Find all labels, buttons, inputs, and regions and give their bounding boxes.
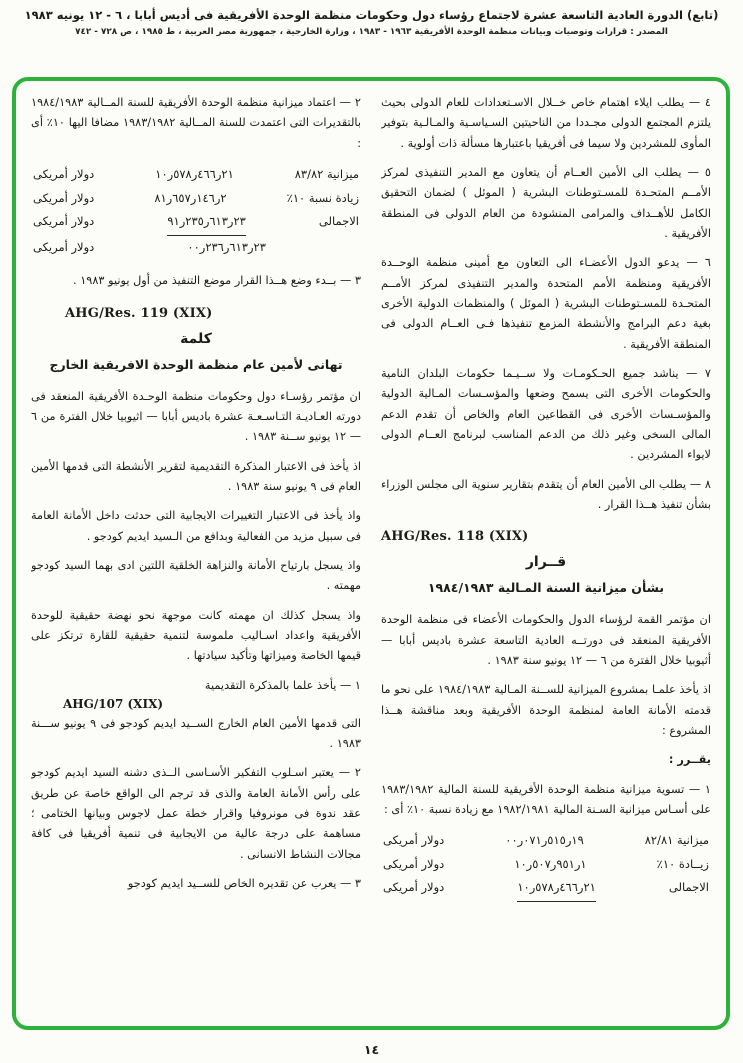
header-title: (تابع) الدورة العادية التاسعة عشرة لاجتماع رؤساء دول وحكومات منظمة الوحدة الأفريقية فى أديس أبابا ، ٦ - ١٢ يونيه ١٩٨٣ bbox=[24, 8, 719, 22]
budget-label: الاجمالى bbox=[668, 880, 709, 895]
resolution-118-item-3: ٣ — بــدء وضع هــذا القرار موضع التنفيذ من أول يونيو ١٩٨٣ . bbox=[73, 274, 361, 288]
resolution-118-decides-label: يقــرر : bbox=[668, 753, 711, 767]
green-border-frame bbox=[12, 77, 730, 1030]
page-number: ١٤ bbox=[363, 1042, 380, 1057]
memo-document-code: AHG/107 (XIX) bbox=[63, 696, 164, 711]
budget-label: زيــادة ١٠٪ bbox=[656, 856, 709, 871]
resolution-119-item-3: ٣ — يعرب عن تقديره الخاص للســيد ايديم كودجو bbox=[127, 877, 361, 891]
budget-label: زيادة نسبة ١٠٪ bbox=[286, 190, 359, 205]
budget-amount: ٢٣ر٦١٣ر٢٣٦ر٠٠ bbox=[187, 239, 266, 254]
resolution-118-code: AHG/Res. 118 (XIX) bbox=[381, 529, 529, 545]
budget-currency: دولار أمريكى bbox=[383, 856, 445, 871]
budget-label: ميزانية ٨٢/٨١ bbox=[644, 833, 709, 848]
budget-row-increase bbox=[383, 853, 709, 877]
resolution-118-item-1: ١ — تسوية ميزانية منظمة الوحدة الأفريقية للسنة المالية ١٩٨٣/١٩٨٢ على أسـاس ميزانية السـنة المالية ١٩٨٢/١٩٨١ مع زيادة نسبة ١٠٪ أى : bbox=[381, 782, 711, 816]
resolution-118-taking-note: اذ يأخذ علمـا بمشروع الميزانية للســنة المـالية ١٩٨٤/١٩٨٣ على نحو ما قدمته الأمانة العامة لمنظمة الوحدة الأفريقية وبعد مناقشة هــذا المشروع : bbox=[381, 683, 711, 737]
budget-amount: ٢١ر٤٦٦ر٥٧٨ر١٠ bbox=[155, 166, 234, 181]
budget-amount: ٢١ر٤٦٦ر٥٧٨ر١٠ bbox=[517, 876, 595, 902]
para-item-7: ٧ — يناشد جميع الحـكومـات ولا ســيـما حكومات البلدان النامية والحكومات الأخرى التى يسمح وضعها والمؤسـسات المـالية الدولية والمؤسـسات الأخرى فى القطاعين العام والخاص أن تقدم الدعم المالى السخى وغير ذلك من الدعم المناسب لبرنامج العــام الدولى لايواء المشردين . bbox=[381, 366, 711, 462]
para-item-6: ٦ — يدعو الدول الأعضـاء الى التعاون مع أمينى منظمة الوحــدة الأفريقية ومنظمة الأمم المتحدة والمدير التنفيذى لمركز الأمــم المتحـدة للمسـتوطنات البشرية ( الموئل ) والمنظمات الدولية الأخرى بغية دعم البرامج والأنشطة المزمع تنفيذها فـى العــام الدولى فى المنطقة الأفريقية . bbox=[381, 256, 711, 351]
resolution-119-item-1-lead: ١ — يأخذ علما بالمذكرة التقديمية bbox=[204, 678, 361, 692]
budget-amount: ١ر٩٥١ر٥٠٧ر١٠ bbox=[514, 856, 587, 871]
budget-label: ميزانية ٨٣/٨٢ bbox=[294, 166, 359, 181]
resolution-118-preamble: ان مؤتمر القمة لرؤساء الدول والحكومات الأعضاء فى منظمة الوحدة الأفريقية المنعقد فى دورتــه العادية التاسعة عشرة باديس أبابا — أثيوبيا خلال الفترة من ٦ — ١٢ يونيو سنة ١٩٨٣ . bbox=[381, 613, 711, 667]
budget-row-base bbox=[33, 163, 359, 187]
budget-row-total-rounded bbox=[33, 236, 359, 260]
resolution-119-noting-1: واذ يسجل بارتياح الأمانة والنزاهة الخلقية اللتين ادى بهما السيد كودجو مهمته . bbox=[31, 558, 361, 593]
budget-currency: دولار أمريكى bbox=[33, 239, 95, 254]
budget-label: الاجمالى bbox=[318, 214, 359, 229]
para-item-4: ٤ — يطلب ايلاء اهتمام خاص خــلال الاسـتعدادات للعام الدولى بحيث يلتزم المجتمع الدولى مجـددا من الناحيتين السـياسـية والمـالـية بتوفير المأوى للمشردين ولا سيما فى أفريقيا باعتبارها مسألة ذات أولوية . bbox=[381, 96, 711, 150]
budget-row-base bbox=[383, 829, 709, 853]
para-item-8: ٨ — يطلب الى الأمين العام أن يتقدم بتقارير سنوية الى مجلس الوزراء بشأن تنفيذ هــذا القرار . bbox=[381, 477, 711, 511]
budget-currency: دولار أمريكى bbox=[383, 833, 445, 848]
resolution-119-considering-1: اذ يأخذ فى الاعتبار المذكرة التقديمية لتقرير الأنشطة التى قدمها الأمين العام فى ٩ يونيو سنة ١٩٨٣ . bbox=[31, 459, 361, 493]
resolution-119-subtitle: تهانى لأمين عام منظمة الوحدة الافريقية الخارج bbox=[49, 356, 343, 372]
budget-row-total bbox=[33, 210, 359, 236]
para-item-5: ٥ — يطلب الى الأمين العــام أن يتعاون مع المدير التنفيذى لمركز الأمــم المتحـدة للمسـتوطنات البشرية ( الموئل ) لضمان التحقيق الكامل للأهــداف والمرامى المنشودة من العام الدولى فى المنطقة الأفريقية . bbox=[381, 165, 711, 240]
right-column bbox=[381, 93, 711, 1018]
resolution-119-considering-2: واذ يأخذ فى الاعتبار التغييرات الايجابية التى حدثت داخل الأمانة العامة فى سبيل مزيد من الفعالية وبدافع من الـسيد ايديم كودجو . bbox=[31, 509, 361, 543]
resolution-119-noting-2: واذ يسجل كذلك ان مهمته كانت موجهة نحو نهضة حقيقية للوحدة الأفريقية واعداد اسـاليب ملموسة لتنمية حقيقية للقارة ترتكز على قيمها الخاصة وميزاتها وتأكيد سيادتها . bbox=[31, 608, 361, 663]
budget-currency: دولار أمريكى bbox=[33, 166, 95, 181]
resolution-119-preamble: ان مؤتمر رؤسـاء دول وحكومات منظمة الوحـدة الأفريقية المنعقد فى دورته العـاديـة التـاسـعـة عشرة باديس أبابا — اثيوبيا خلال الفترة من ٦ — ١٢ يونيو ســنة ١٩٨٣ . bbox=[31, 389, 361, 444]
budget-amount: ٢٣ر٦١٣ر٢٣٥ر٩١ bbox=[167, 210, 245, 236]
header-source-line: المصدر : قرارات وتوصيات وبيانات منظمة الوحدة الأفريقية ١٩٦٣ - ١٩٨٣ ، وزارة الخارجية ، جمهورية مصر العربية ، ط ١٩٨٥ ، ص ٧٢٨ - ٧٤٢ bbox=[75, 26, 668, 37]
resolution-118-title: قــرار bbox=[525, 554, 567, 571]
resolution-118-item-2: ٢ — اعتماد ميزانية منظمة الوحدة الأفريقية للسنة المــالية ١٩٨٤/١٩٨٣ بالتقديرات التى اعتمدت للسنة المــالية ١٩٨٣/١٩٨٢ مضافا اليها ١٠٪ أى : bbox=[31, 96, 361, 150]
budget-amount: ٢ر١٤٦ر٦٥٧ر٨١ bbox=[154, 190, 227, 205]
resolution-118-subtitle: بشأن ميزانية السنة المـالية ١٩٨٤/١٩٨٣ bbox=[427, 580, 665, 596]
resolution-119-item-1-rest: التى قدمها الأمين العام الخارج الســيد ايديم كودجو فى ٩ يونيو ســـنة ١٩٨٣ . bbox=[31, 716, 361, 751]
budget-row-total bbox=[383, 876, 709, 902]
budget-row-increase bbox=[33, 187, 359, 211]
budget-currency: دولار أمريكى bbox=[383, 880, 445, 895]
budget-currency: دولار أمريكى bbox=[33, 190, 95, 205]
document-header bbox=[18, 7, 725, 37]
budget-currency: دولار أمريكى bbox=[33, 214, 95, 229]
resolution-119-title: كلمة bbox=[180, 330, 212, 347]
budget-table-1982-83 bbox=[383, 829, 709, 902]
resolution-119-code: AHG/Res. 119 (XIX) bbox=[65, 305, 213, 321]
resolution-119-item-2: ٢ — يعتبر اسـلوب التفكير الأسـاسى الــذى دشنه السيد ايديم كودجو على رأس الأمانة العامة والذى قد ترجم الى الواقع خاصة عن طريق عقد ندوة فى مونروفيا واقرار خطة عمل لاجوس وبيانها الختامى ؛ مساهمة على درجة عالية من الايجابية فى تنمية أفريقيا فى كافة مجالات النشاط الانسانى . bbox=[31, 766, 361, 861]
budget-table-1983-84 bbox=[33, 163, 359, 259]
budget-amount: ١٩ر٥١٥ر٠٧١ر٠٠ bbox=[505, 833, 584, 848]
left-column bbox=[31, 93, 361, 1018]
